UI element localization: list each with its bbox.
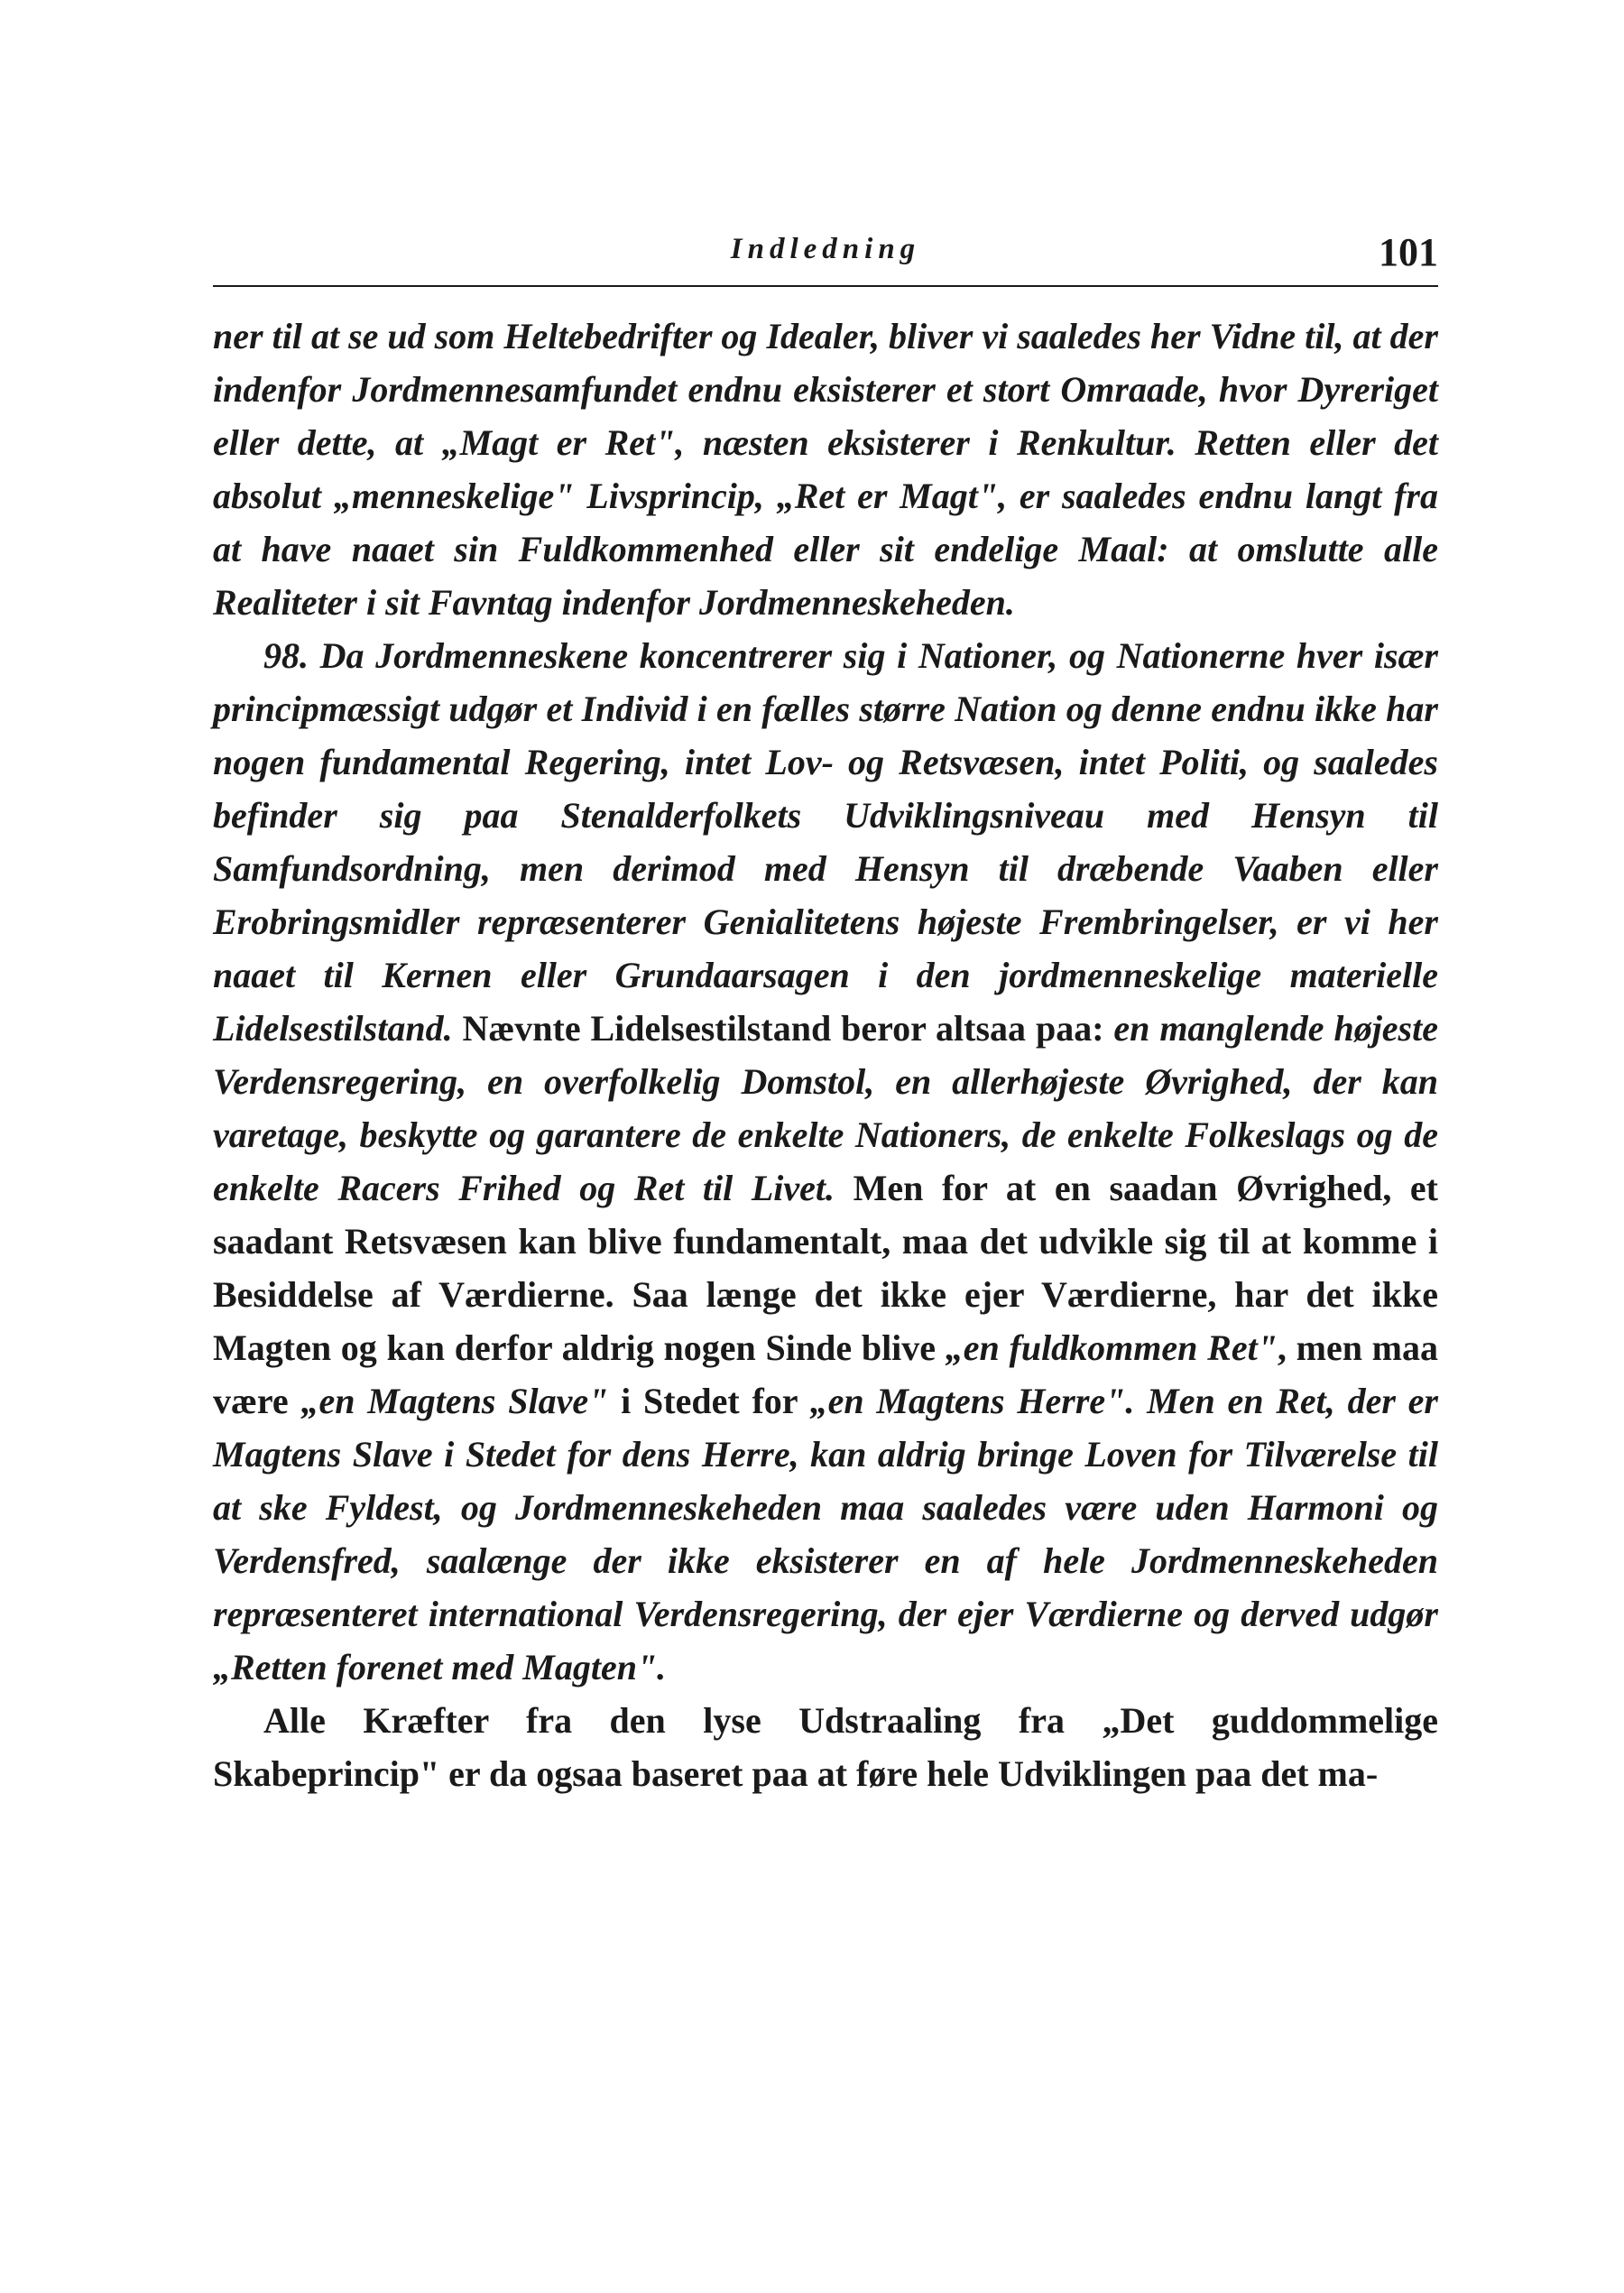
italic-text-run: ner til at se ud som Heltebedrifter og Idealer, bliver vi saaledes her Vidne til, at der indenfor Jordmennesamfundet endnu eksisterer et stort Omraade, hvor Dyreriget eller dette, at „Magt er Ret", næsten eksisterer i Renkultur. Retten eller det absolut „menneskelige" Livsprincip, „Ret er Magt", er saaledes endnu langt fra at have naaet sin Fuldkommenhed eller sit endelige Maal: at omslutte alle Realiteter i sit Favntag indenfor Jordmenneskeheden. xyxy=(213,316,1438,623)
italic-text-run: „en Magtens Herre". Men en Ret, der er Magtens Slave i Stedet for dens Herre, kan aldrig bringe Loven for Tilværelse til at ske Fyldest, og Jordmenneskeheden maa saaledes være uden Harmoni og Verdensfred, saalænge der ikke eksisterer en af hele Jordmenneskeheden repræsenteret international Verdensregering, der ejer Værdierne og derved udgør „Retten forenet med Magten". xyxy=(213,1381,1439,1687)
text-run: i Stedet for xyxy=(608,1381,810,1421)
header-rule xyxy=(213,285,1438,287)
italic-text-run: en manglende højeste Verdensregering, en overfolkelig Domstol, en allerhøjeste Øvrighed, der kan varetage, beskytte og garantere de enkelte Nationers, de enkelte Folkeslags og de enkelte Racers Frihed og Ret til Livet. xyxy=(213,1008,1438,1208)
paragraph xyxy=(213,629,1438,1694)
text-run: Men for at en saadan Øvrighed, et saadant Retsvæsen kan blive fundamentalt, maa det udvikle sig til at komme i Besiddelse af Værdierne. Saa længe det ikke ejer Værdierne, har det ikke Magten og kan derfor aldrig nogen Sinde blive xyxy=(213,1168,1438,1368)
italic-text-run: „en fuldkommen Ret" xyxy=(945,1327,1278,1368)
text-run: Nævnte Lidelsestilstand beror altsaa paa: xyxy=(452,1008,1114,1049)
paragraph xyxy=(213,1694,1438,1800)
page-number: 101 xyxy=(1379,230,1438,274)
italic-text-run: 98. Da Jordmenneskene koncentrerer sig i Nationer, og Nationerne hver især principmæssigt udgør et Individ i en fælles større Nation og denne endnu ikke har nogen fundamental Regering, intet Lov- og Retsvæsen, intet Politi, og saaledes befinder sig paa Stenalderfolkets Udviklingsniveau med Hensyn til Samfundsordning, men derimod med Hensyn til dræbende Vaaben eller Erobringsmidler repræsenterer Genialitetens højeste Frembringelser, er vi her naaet til Kernen eller Grundaarsagen i den jordmenneskelige materielle Lidelsestilstand. xyxy=(213,635,1438,1049)
running-title: Indledning xyxy=(730,233,921,265)
running-head xyxy=(213,226,1438,289)
text-run: Alle Kræfter fra den lyse Udstraaling fra „Det guddommelige Skabeprincip" er da ogsaa baseret paa at føre hele Udviklingen paa det ma- xyxy=(213,1700,1438,1794)
body-text xyxy=(213,310,1438,1800)
italic-text-run: „en Magtens Slave" xyxy=(300,1381,609,1421)
paragraph xyxy=(213,310,1438,629)
text-run: , men maa være xyxy=(213,1327,1438,1421)
